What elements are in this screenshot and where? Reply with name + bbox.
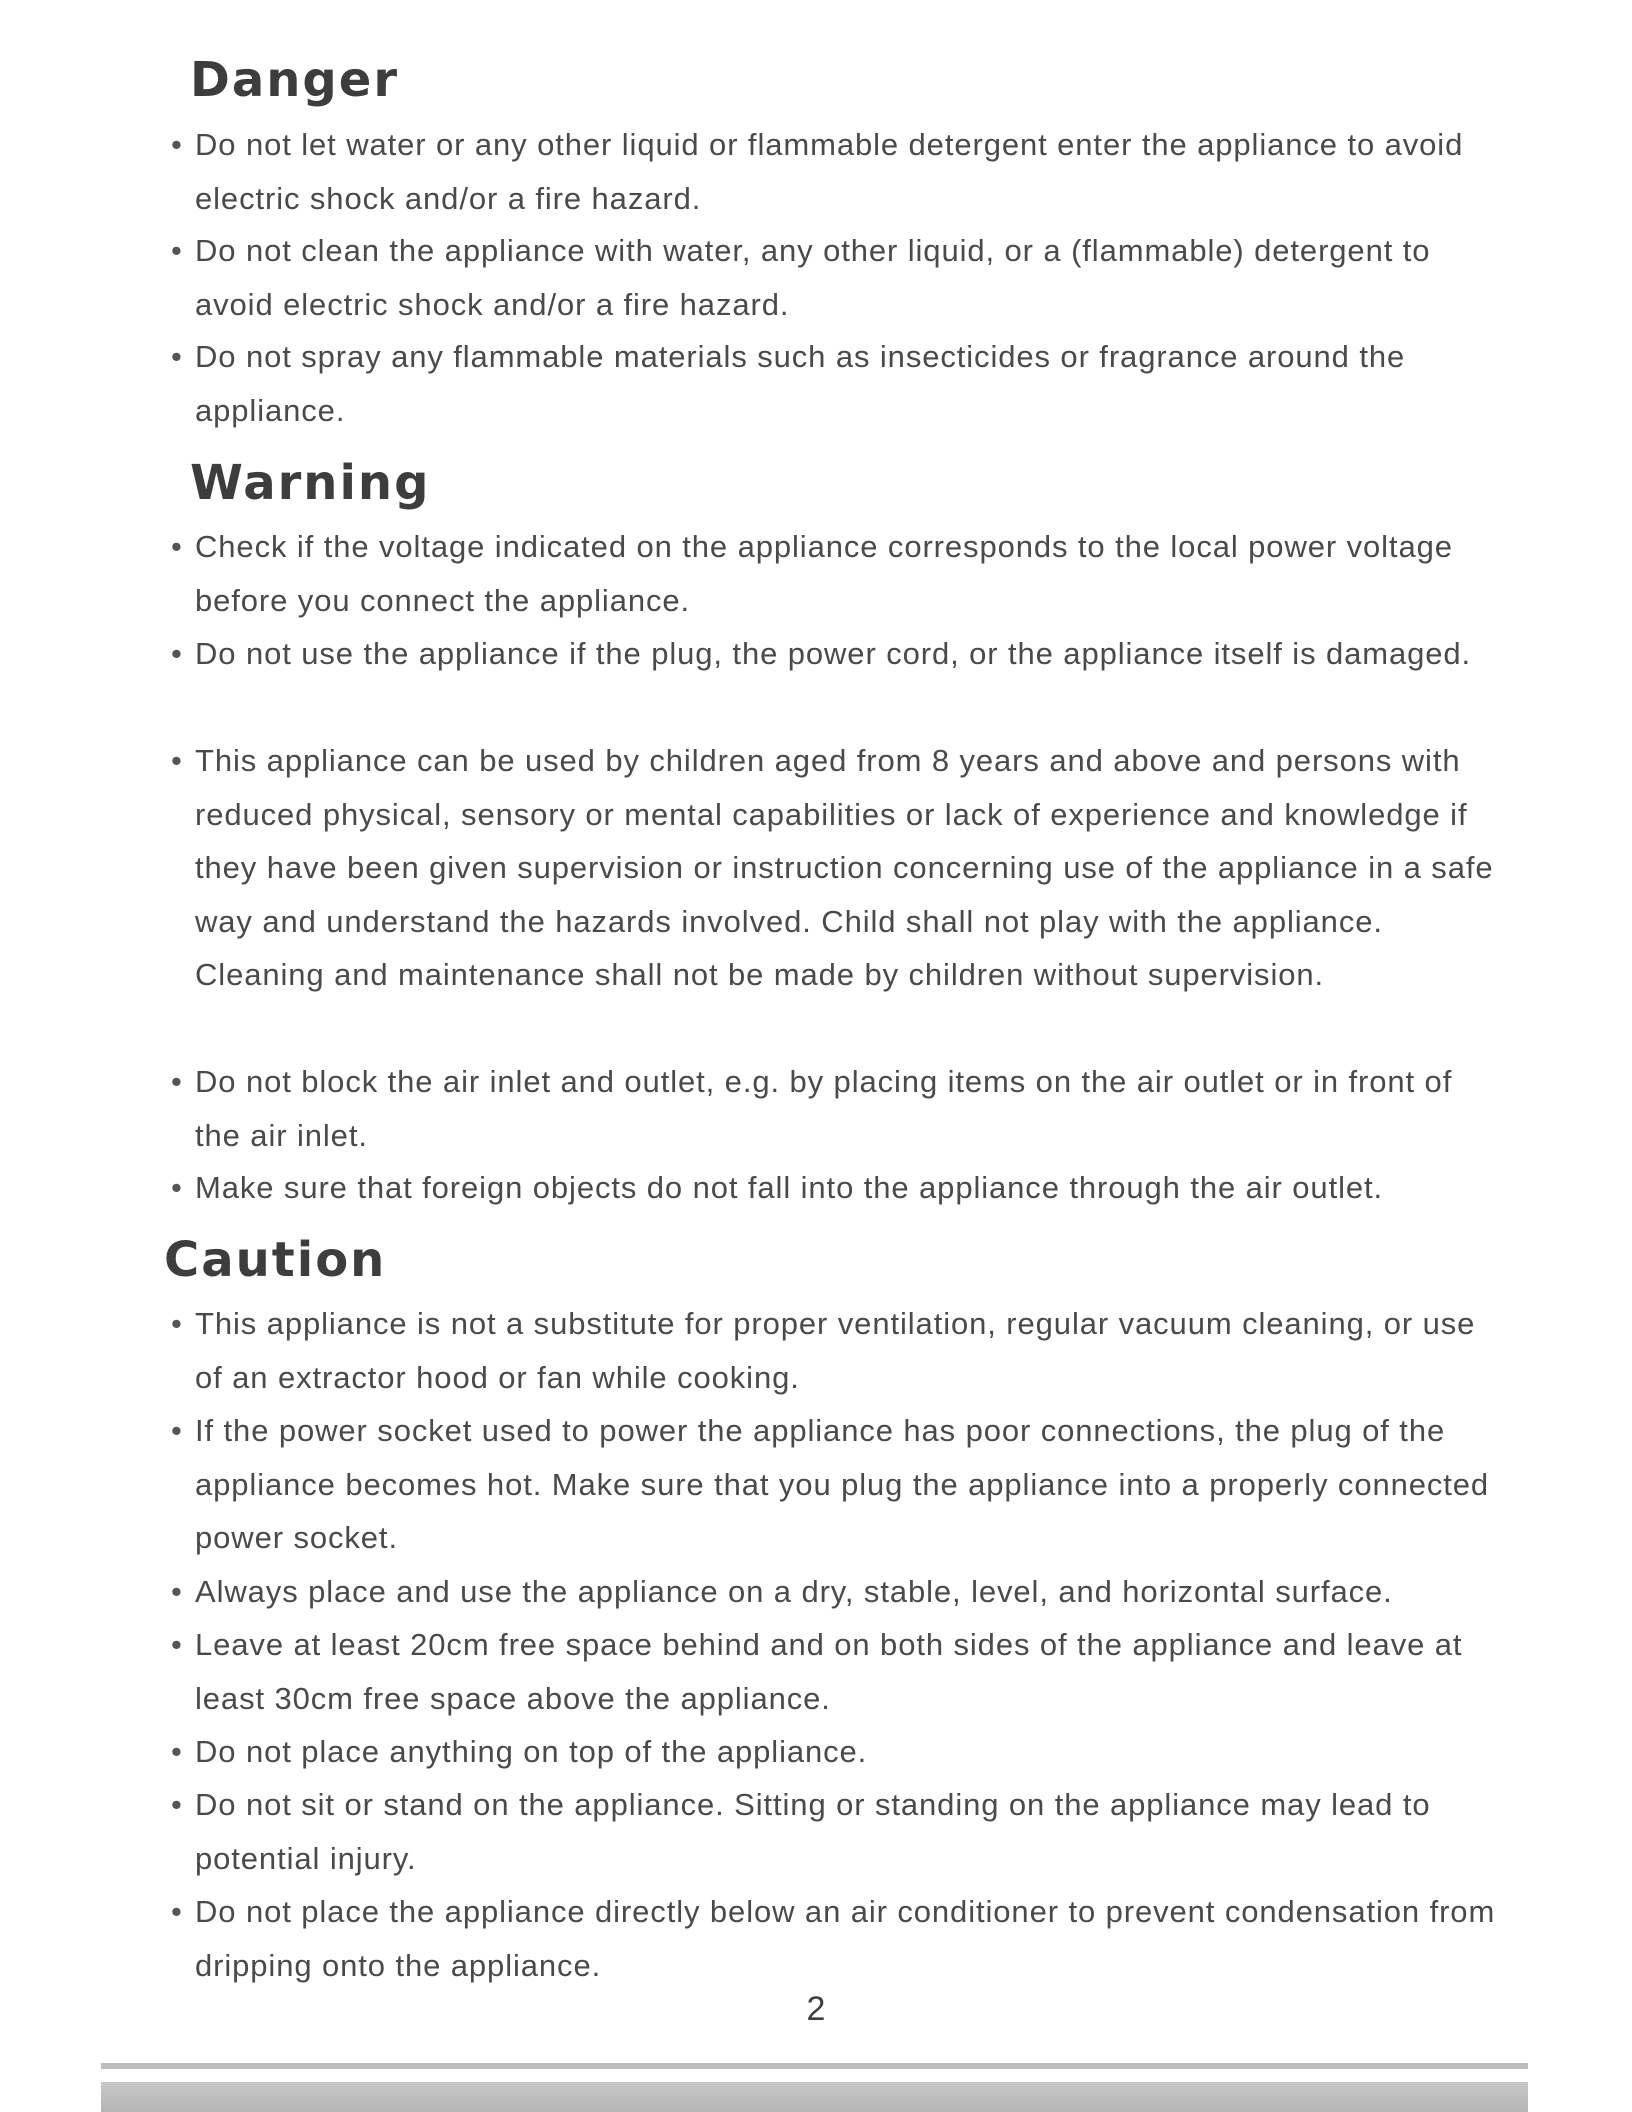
section-title-warning: Warning [190, 455, 431, 511]
bullet: • [171, 339, 183, 374]
list-item [171, 1565, 1501, 1619]
list-item [171, 627, 1501, 681]
bullet: • [171, 1574, 183, 1609]
bullet: • [171, 636, 183, 671]
list-item [171, 1725, 1501, 1779]
list-item [171, 1055, 1501, 1162]
list-item [171, 224, 1501, 331]
bullet: • [171, 1627, 183, 1662]
list-item-text: Do not block the air inlet and outlet, e.g. by placing items on the air outlet or in front of the air inlet. [195, 1064, 1453, 1153]
list-item-text: Do not let water or any other liquid or flammable detergent enter the appliance to avoid electric shock and/or a fire hazard. [195, 127, 1464, 216]
list-item-text: Always place and use the appliance on a dry, stable, level, and horizontal surface. [195, 1574, 1393, 1609]
list-item-text: Leave at least 20cm free space behind and on both sides of the appliance and leave at least 30cm free space above the appliance. [195, 1627, 1463, 1716]
footer-rule [101, 2063, 1528, 2069]
bullet: • [171, 127, 183, 162]
bullet: • [171, 1413, 183, 1448]
list-item [171, 1161, 1501, 1215]
footer-band [101, 2082, 1528, 2112]
list-item-text: Check if the voltage indicated on the appliance corresponds to the local power voltage before you connect the appliance. [195, 529, 1453, 618]
list-item-text: Do not place the appliance directly below an air conditioner to prevent condensation from dripping onto the appliance. [195, 1894, 1496, 1983]
section-title-caution: Caution [164, 1232, 387, 1288]
list-item [171, 1297, 1501, 1404]
list-item-text: Do not spray any flammable materials such as insecticides or fragrance around the appliance. [195, 339, 1406, 428]
list-item-text: Do not clean the appliance with water, any other liquid, or a (flammable) detergent to avoid electric shock and/or a fire hazard. [195, 233, 1431, 322]
list-item-text: This appliance can be used by children aged from 8 years and above and persons with reduced physical, sensory or mental capabilities or lack of experience and knowledge if they have been given supervision or instruction concerning use of the appliance in a safe way and understand the hazards involved. Child shall not play with the appliance. Cleaning and maintenance shall not be made by children without supervision. [195, 743, 1494, 992]
bullet: • [171, 529, 183, 564]
list-item-text: Make sure that foreign objects do not fall into the appliance through the air outlet. [195, 1170, 1384, 1205]
bullet: • [171, 743, 183, 778]
list-item [171, 520, 1501, 627]
list-item [171, 1404, 1501, 1565]
list-item [171, 118, 1501, 225]
list-item [171, 1885, 1501, 1992]
bullet: • [171, 1306, 183, 1341]
bullet: • [171, 1170, 183, 1205]
list-item-text: Do not use the appliance if the plug, the power cord, or the appliance itself is damaged. [195, 636, 1472, 671]
bullet: • [171, 1064, 183, 1099]
section-title-danger: Danger [190, 52, 399, 108]
list-item [171, 1618, 1501, 1725]
bullet: • [171, 1787, 183, 1822]
list-item [171, 1778, 1501, 1885]
bullet: • [171, 1894, 183, 1929]
list-item-text: If the power socket used to power the appliance has poor connections, the plug of the appliance becomes hot. Make sure that you plug the appliance into a properly connected power socket. [195, 1413, 1490, 1555]
bullet: • [171, 1734, 183, 1769]
list-item [171, 330, 1501, 437]
list-item-text: Do not sit or stand on the appliance. Sitting or standing on the appliance may lead to potential injury. [195, 1787, 1431, 1876]
list-item [171, 734, 1501, 1002]
page-number: 2 [806, 1990, 826, 2028]
list-item-text: Do not place anything on top of the appliance. [195, 1734, 868, 1769]
list-item-text: This appliance is not a substitute for proper ventilation, regular vacuum cleaning, or use of an extractor hood or fan while cooking. [195, 1306, 1476, 1395]
bullet: • [171, 233, 183, 268]
